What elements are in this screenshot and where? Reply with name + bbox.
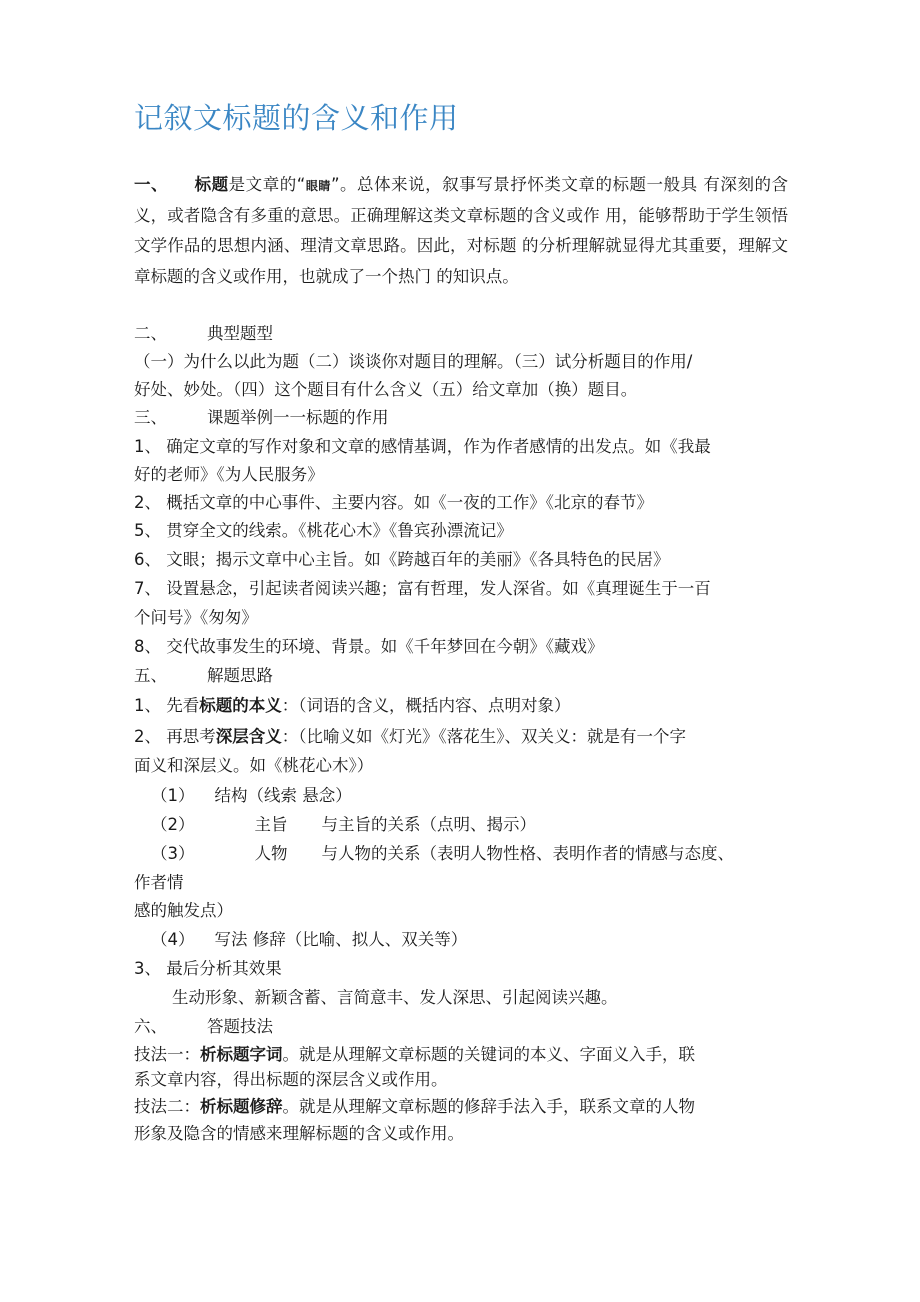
section-2-line-1: （一）为什么以此为题（二）谈谈你对题目的理解。（三）试分析题目的作用/	[134, 352, 693, 371]
step-2-text: ：（比喻义如《灯光》《落花生》、双关义：就是有一个字	[281, 727, 686, 746]
section-3-line: 6、 文眼；揭示文章中心主旨。如《跨越百年的美丽》《各具特色的民居》	[134, 550, 670, 569]
sub-item-1-number: （1）	[151, 786, 195, 805]
sub-item-3-line-3: 感的触发点）	[134, 901, 233, 920]
step-2	[134, 727, 686, 747]
sub-item-3-number: （3）	[151, 844, 195, 863]
sub-item-4-text: 写法 修辞（比喻、拟人、双关等）	[214, 930, 468, 949]
section-3-number: 三、	[134, 408, 167, 427]
technique-2	[134, 1097, 695, 1117]
section-6-number: 六、	[134, 1017, 167, 1036]
technique-2-line-2: 形象及隐含的情感来理解标题的含义或作用。	[134, 1124, 464, 1143]
sub-item-2	[151, 815, 536, 835]
section-2-line-2: 好处、妙处。（四）这个题目有什么含义（五）给文章加（换）题目。	[134, 380, 638, 399]
technique-1	[134, 1045, 695, 1065]
technique-2-text: 。就是从理解文章标题的修辞手法入手，联系文章的人物	[282, 1097, 695, 1116]
section-6-title: 答题技法	[207, 1017, 273, 1036]
sub-item-2-label: 主旨	[254, 815, 288, 834]
step-1	[134, 696, 571, 716]
keyword-title: 标题	[194, 175, 229, 194]
section-1-text-b: 。总体来说，叙事写景抒怀类文章的标题一般具 有深刻的含义，或者隐含有多重的意思。正确理解这类文章标题的含义或作 用，能够帮助于学生领悟文学作品的思想内涵、理清文章思路。因此，对标题 的分析理解就显得尤其重要，理解文章标题的含义或作用，也就成了一个热门 的知识点。	[134, 175, 789, 286]
technique-2-keyword: 析标题修辞	[200, 1097, 283, 1116]
step-1-prefix: 1、 先看	[134, 696, 200, 715]
sub-item-2-text: 与主旨的关系（点明、揭示）	[321, 815, 536, 834]
step-3: 3、 最后分析其效果	[134, 959, 282, 978]
section-3-line: 个问号》《匆匆》	[134, 608, 258, 627]
step-2-keyword: 深层含义	[215, 727, 282, 746]
section-1-paragraph	[134, 170, 788, 292]
section-3-line: 8、 交代故事发生的环境、背景。如《千年梦回在今朝》《藏戏》	[134, 637, 604, 656]
section-2-heading	[134, 324, 273, 344]
section-3-line: 1、 确定文章的写作对象和文章的感情基调，作为作者感情的出发点。如《我最	[134, 437, 711, 456]
section-5-number: 五、	[134, 666, 167, 685]
sub-item-4-number: （4）	[151, 930, 195, 949]
step-3-detail: 生动形象、新颖含蓄、言简意丰、发人深思、引起阅读兴趣。	[172, 988, 618, 1007]
section-3-line: 7、 设置悬念，引起读者阅读兴趣；富有哲理，发人深省。如《真理诞生于一百	[134, 579, 711, 598]
section-5-title: 解题思路	[207, 666, 273, 685]
technique-1-keyword: 析标题字词	[200, 1045, 283, 1064]
document-title: 记叙文标题的含义和作用	[134, 101, 459, 135]
section-3-heading	[134, 408, 389, 428]
sub-item-3	[151, 844, 734, 864]
technique-1-line-2: 系文章内容，得出标题的深层含义或作用。	[134, 1070, 448, 1089]
section-1-text-a: 是文章的	[228, 175, 297, 194]
sub-item-3-label: 人物	[254, 844, 288, 863]
step-2-line-2: 面义和深层义。如《桃花心木》）	[134, 756, 374, 775]
section-3-title: 课题举例一一标题的作用	[207, 408, 389, 427]
section-3-line: 2、 概括文章的中心事件、主要内容。如《一夜的工作》《北京的春节》	[134, 493, 653, 512]
sub-item-1	[151, 786, 352, 806]
section-2-number: 二、	[134, 324, 167, 343]
section-2-title: 典型题型	[207, 324, 273, 343]
quote-open: “	[296, 175, 306, 194]
section-6-heading	[134, 1017, 273, 1037]
step-2-prefix: 2、 再思考	[134, 727, 216, 746]
sub-item-2-number: （2）	[151, 815, 195, 834]
sub-item-3-text: 与人物的关系（表明人物性格、表明作者的情感与态度、	[321, 844, 734, 863]
sub-item-1-text: 结构（线索 悬念）	[214, 786, 352, 805]
technique-1-prefix: 技法一：	[134, 1045, 200, 1064]
sub-item-3-line-2: 作者情	[134, 873, 184, 892]
section-5-heading	[134, 666, 273, 686]
section-3-line: 5、 贯穿全文的线索。《桃花心木》《鲁宾孙漂流记》	[134, 521, 513, 540]
sub-item-4	[151, 930, 467, 950]
quote-close: ”	[330, 175, 340, 194]
technique-1-text: 。就是从理解文章标题的关键词的本义、字面义入手，联	[282, 1045, 695, 1064]
step-1-keyword: 标题的本义	[199, 696, 282, 715]
section-3-line: 好的老师》《为人民服务》	[134, 465, 324, 484]
section-1-number: 一、	[134, 175, 169, 194]
technique-2-prefix: 技法二：	[134, 1097, 200, 1116]
keyword-eyes: 眼睛	[305, 179, 331, 193]
step-1-text: ：（词语的含义，概括内容、点明对象）	[281, 696, 571, 715]
